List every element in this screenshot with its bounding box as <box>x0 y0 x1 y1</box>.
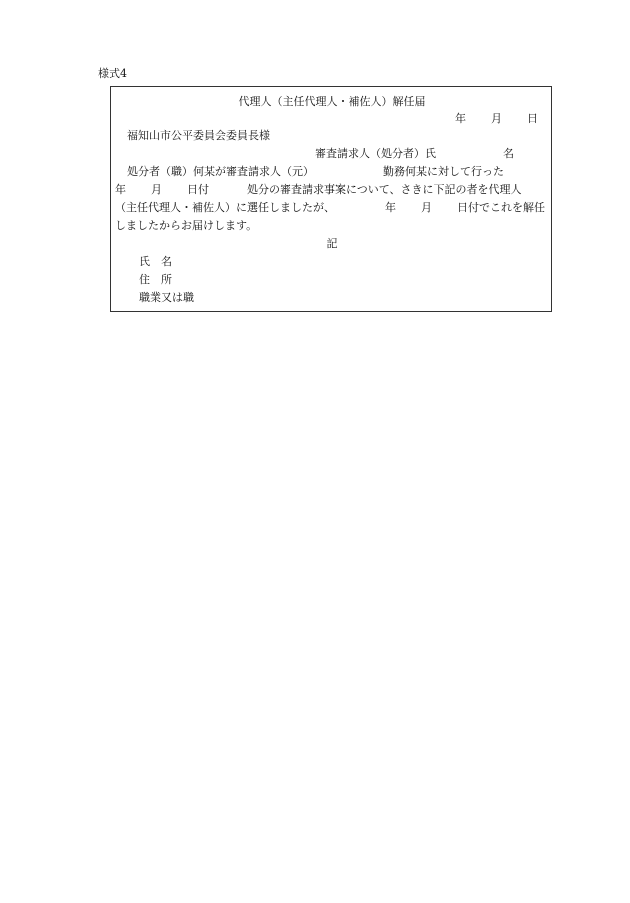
date-year: 年 <box>455 112 466 125</box>
body-line4: しましたからお届けします。 <box>115 219 258 232</box>
body-line2-day: 日付 <box>187 183 209 196</box>
body-line3-year: 年 <box>385 201 396 214</box>
body-line2-rest: 処分の審査請求事案について、さきに下記の者を代理人 <box>247 183 522 196</box>
ki-label: 記 <box>326 237 338 250</box>
body-line3-rest: 日付でこれを解任 <box>457 201 545 214</box>
body-line3-month: 月 <box>421 201 432 214</box>
body-line2-month: 月 <box>151 183 162 196</box>
requester-label: 審査請求人（処分者）氏 <box>315 147 436 160</box>
form-number-label: 様式4 <box>98 67 127 80</box>
document-frame <box>110 86 552 312</box>
body-line2-year: 年 <box>115 183 126 196</box>
document-title: 代理人（主任代理人・補佐人）解任届 <box>238 95 426 108</box>
date-day: 日 <box>527 112 538 125</box>
body-line1-a: 処分者（職）何某が審査請求人（元） <box>127 165 314 178</box>
body-line3-a: （主任代理人・補佐人）に選任しましたが、 <box>115 201 335 214</box>
field-address-label: 住 所 <box>139 273 172 286</box>
body-line1-b: 勤務何某に対して行った <box>383 165 504 178</box>
addressee: 福知山市公平委員会委員長様 <box>127 129 270 142</box>
field-name-label: 氏 名 <box>139 255 172 268</box>
field-occupation-label: 職業又は職 <box>139 291 194 304</box>
date-month: 月 <box>491 112 502 125</box>
requester-name-suffix: 名 <box>503 147 514 160</box>
